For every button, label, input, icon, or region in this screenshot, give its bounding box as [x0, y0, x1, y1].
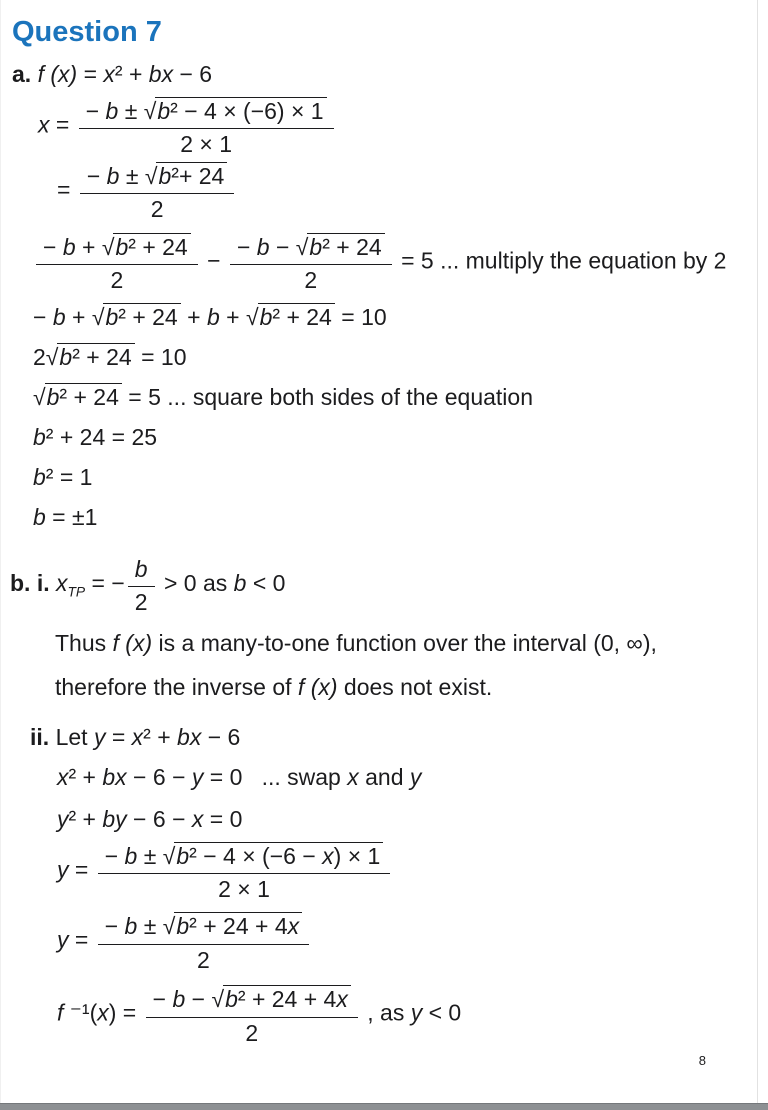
page-number: 8	[698, 1053, 706, 1068]
square-root	[46, 343, 135, 370]
radicand	[223, 985, 351, 1012]
math-token: f (x)	[112, 629, 153, 656]
math-token: therefore the inverse of	[55, 673, 298, 700]
math-token: b	[259, 303, 273, 330]
math-token: −	[269, 233, 296, 260]
math-token: b	[124, 842, 138, 869]
math-token: 2 × 1	[180, 131, 233, 158]
math-token: ² + 24	[322, 233, 382, 260]
denominator	[110, 265, 123, 293]
part-label: b. i.	[10, 569, 56, 596]
denominator	[135, 587, 148, 615]
radicand	[174, 912, 302, 939]
math-token: =	[57, 176, 77, 203]
math-token: b	[256, 233, 270, 260]
math-token: , as	[360, 999, 411, 1026]
math-token: = 10	[134, 343, 187, 370]
math-token: x	[336, 986, 348, 1013]
radicand	[155, 97, 326, 124]
math-token: ² + 24	[128, 233, 188, 260]
radical-sign-icon: √	[144, 162, 158, 189]
math-token: −	[104, 913, 125, 940]
math-token: − 6 −	[126, 763, 192, 790]
math-token: and	[358, 763, 410, 790]
math-token: x	[97, 999, 109, 1026]
denominator	[151, 194, 164, 222]
numerator	[98, 840, 391, 874]
math-token: x	[38, 111, 50, 138]
math-token: = −	[85, 569, 125, 596]
math-token: x	[191, 805, 204, 832]
math-token: ² = 1	[45, 463, 93, 490]
math-token: 2	[134, 589, 148, 616]
line-expanded	[33, 302, 768, 332]
math-token: −	[33, 303, 53, 330]
math-token: 2	[245, 1019, 259, 1046]
radical-sign-icon: √	[245, 303, 259, 330]
math-token: = 0	[203, 805, 243, 832]
math-token: < 0	[246, 569, 286, 596]
math-token: =	[105, 723, 132, 750]
math-token: b	[157, 98, 171, 124]
math-token: b	[105, 303, 119, 330]
math-token: ² + 24 + 4	[237, 986, 337, 1013]
math-token: b	[172, 986, 186, 1013]
math-token: x	[131, 723, 144, 750]
radical-sign-icon: √	[143, 98, 157, 124]
math-token: −	[104, 842, 125, 869]
math-token: b	[124, 913, 138, 940]
question-title: Question 7	[12, 16, 162, 48]
math-token: ² +	[114, 61, 149, 87]
line-b2-25	[33, 422, 768, 452]
radicand	[258, 303, 335, 330]
math-token: −	[43, 233, 63, 260]
page-bottom-bar	[0, 1103, 768, 1110]
math-token: < 0	[422, 999, 462, 1026]
square-root	[296, 233, 385, 260]
radical-sign-icon: √	[162, 842, 176, 869]
math-token: y	[93, 723, 106, 750]
line-a-function	[12, 59, 768, 89]
math-token: b	[59, 343, 73, 370]
numerator	[36, 231, 198, 265]
line-ii-simplified	[57, 910, 768, 973]
line-roots-difference	[33, 231, 768, 294]
math-token: −	[185, 986, 212, 1013]
math-token: 2	[110, 267, 124, 294]
math-token: −	[236, 233, 257, 260]
math-token: b	[46, 383, 60, 410]
math-token: ² +	[68, 805, 103, 832]
math-token: = 0 ... swap	[203, 763, 348, 790]
math-token: ²+ 24	[171, 162, 225, 189]
math-token: bx	[102, 763, 127, 790]
math-token: b	[106, 162, 120, 189]
math-token: ⁻¹(	[63, 999, 98, 1026]
line-two-sqrt	[33, 342, 768, 372]
subscript: TP	[67, 584, 86, 600]
math-token: +	[180, 303, 207, 330]
page-left-edge	[0, 0, 1, 1110]
fraction	[98, 910, 309, 973]
line-ii-inverse	[57, 983, 768, 1046]
math-token: b	[33, 423, 46, 450]
math-token: ² +	[68, 763, 103, 790]
solution-content	[0, 59, 768, 1046]
line-x-simplified	[57, 160, 768, 223]
math-token: =	[68, 926, 95, 953]
math-token: f	[57, 999, 64, 1026]
math-token: b	[176, 842, 190, 869]
math-token: x	[322, 842, 334, 869]
fraction	[146, 983, 358, 1046]
line-bi-turning-point	[10, 554, 768, 616]
numerator	[79, 95, 334, 129]
math-token: does not exist.	[337, 673, 493, 700]
line-quadratic-formula	[38, 95, 768, 158]
math-token: y	[410, 999, 423, 1026]
math-token: ±	[119, 162, 145, 189]
radical-sign-icon: √	[45, 343, 59, 370]
line-b-pm1	[33, 502, 768, 532]
math-token: = 5 ... multiply the equation by 2	[394, 247, 727, 274]
line-thus	[55, 628, 768, 658]
math-token: by	[102, 805, 127, 832]
line-ii-formula	[57, 840, 768, 903]
math-token: +	[219, 303, 246, 330]
math-token: =	[49, 111, 76, 138]
part-label: ii.	[30, 723, 56, 750]
square-root	[163, 912, 302, 939]
math-token: f (x)	[297, 673, 338, 700]
radical-sign-icon: √	[162, 913, 176, 940]
math-token: y	[409, 763, 422, 790]
radical-sign-icon: √	[91, 303, 105, 330]
denominator	[245, 1018, 258, 1046]
math-token: b	[52, 303, 66, 330]
line-ii-swapped	[57, 804, 768, 834]
math-token: b	[206, 303, 220, 330]
math-token: x	[103, 61, 115, 87]
math-token: ² + 24 + 4	[189, 913, 288, 940]
denominator	[180, 129, 232, 157]
math-token: b	[105, 98, 119, 124]
square-root	[33, 383, 122, 410]
line-sqrt-five	[33, 382, 768, 412]
fraction	[79, 95, 334, 158]
fraction	[98, 840, 391, 903]
math-token: Let	[55, 723, 94, 750]
math-token: −	[152, 986, 173, 1013]
math-token: = ±1	[45, 503, 98, 530]
math-token: ² − 4 × (−6) × 1	[170, 98, 324, 124]
radicand	[103, 303, 180, 330]
denominator	[197, 945, 210, 973]
part-label: a.	[12, 61, 38, 87]
math-token: bx	[177, 723, 202, 750]
math-token: ² − 4 × (−6 −	[189, 842, 323, 869]
math-token: Thus	[55, 629, 113, 656]
radicand	[45, 383, 122, 410]
fraction	[80, 160, 235, 223]
math-token: ² +	[143, 723, 178, 750]
math-token: ² + 24	[59, 383, 119, 410]
line-therefore	[55, 672, 768, 702]
denominator	[304, 265, 317, 293]
math-token: −	[200, 247, 227, 274]
radicand	[307, 233, 384, 260]
radicand	[156, 162, 227, 189]
math-token: b	[309, 233, 323, 260]
numerator	[128, 554, 155, 587]
math-token: > 0 as	[157, 569, 234, 596]
math-token: b	[33, 463, 46, 490]
math-token: −	[86, 162, 107, 189]
fraction	[128, 554, 155, 616]
radicand	[113, 233, 190, 260]
numerator	[80, 160, 235, 194]
square-root	[92, 303, 181, 330]
page-right-edge	[757, 0, 758, 1110]
math-token: b	[225, 986, 238, 1013]
math-token: ² + 24 = 25	[45, 423, 158, 450]
math-token: 2	[197, 946, 210, 973]
math-token: y	[57, 926, 69, 953]
math-token: x	[347, 763, 359, 790]
math-token: ±	[118, 98, 144, 124]
square-root	[102, 233, 191, 260]
line-ii-let	[30, 722, 768, 752]
math-token: +	[65, 303, 92, 330]
line-ii-swap	[57, 762, 768, 792]
math-token: x	[56, 569, 68, 596]
math-token: ² + 24	[272, 303, 332, 330]
math-token: − 6 −	[126, 805, 192, 832]
radicand	[57, 343, 134, 370]
math-token: x	[57, 763, 69, 790]
math-token: ) =	[108, 999, 143, 1026]
math-token: b	[33, 503, 46, 530]
math-token: +	[75, 233, 102, 260]
math-token: f (x)	[37, 61, 78, 87]
math-token: ±	[137, 913, 163, 940]
radical-sign-icon: √	[211, 986, 225, 1013]
math-token: is a many-to-one function over the interval (0, ∞),	[152, 629, 657, 656]
math-token: − 6	[201, 723, 241, 750]
line-b2-1	[33, 462, 768, 492]
square-root	[163, 842, 384, 869]
square-root	[246, 303, 335, 330]
math-token: 2	[304, 267, 318, 294]
math-token: bx	[148, 61, 174, 87]
math-token: y	[57, 805, 69, 832]
math-token: 2	[33, 343, 46, 370]
math-token: x	[287, 913, 300, 940]
fraction	[36, 231, 198, 294]
math-token: − 6	[173, 61, 213, 87]
math-token: b	[158, 162, 172, 189]
math-token: ² + 24	[118, 303, 178, 330]
math-token: b	[134, 555, 148, 582]
denominator	[218, 874, 270, 902]
numerator	[230, 231, 392, 265]
square-root	[145, 162, 228, 189]
math-token: ² + 24	[72, 343, 132, 370]
math-token: ±	[137, 842, 163, 869]
math-token: y	[191, 763, 204, 790]
math-token: =	[77, 61, 104, 87]
radical-sign-icon: √	[33, 383, 46, 410]
math-token: b	[62, 233, 76, 260]
math-token: b	[233, 569, 247, 596]
numerator	[146, 983, 358, 1017]
math-token: 2 × 1	[218, 875, 270, 902]
fraction	[230, 231, 392, 294]
radical-sign-icon: √	[295, 233, 309, 260]
math-token: b	[115, 233, 129, 260]
square-root	[144, 97, 327, 124]
math-token: y	[57, 856, 69, 883]
math-token: =	[68, 856, 95, 883]
math-token: 2	[150, 196, 164, 223]
math-token: = 10	[334, 303, 387, 330]
square-root	[211, 985, 350, 1012]
math-token: ) × 1	[333, 842, 381, 869]
numerator	[98, 910, 309, 944]
math-token: −	[85, 98, 106, 124]
radical-sign-icon: √	[101, 233, 115, 260]
math-token: = 5 ... square both sides of the equation	[121, 383, 533, 410]
radicand	[174, 842, 383, 869]
math-token: b	[176, 913, 190, 940]
